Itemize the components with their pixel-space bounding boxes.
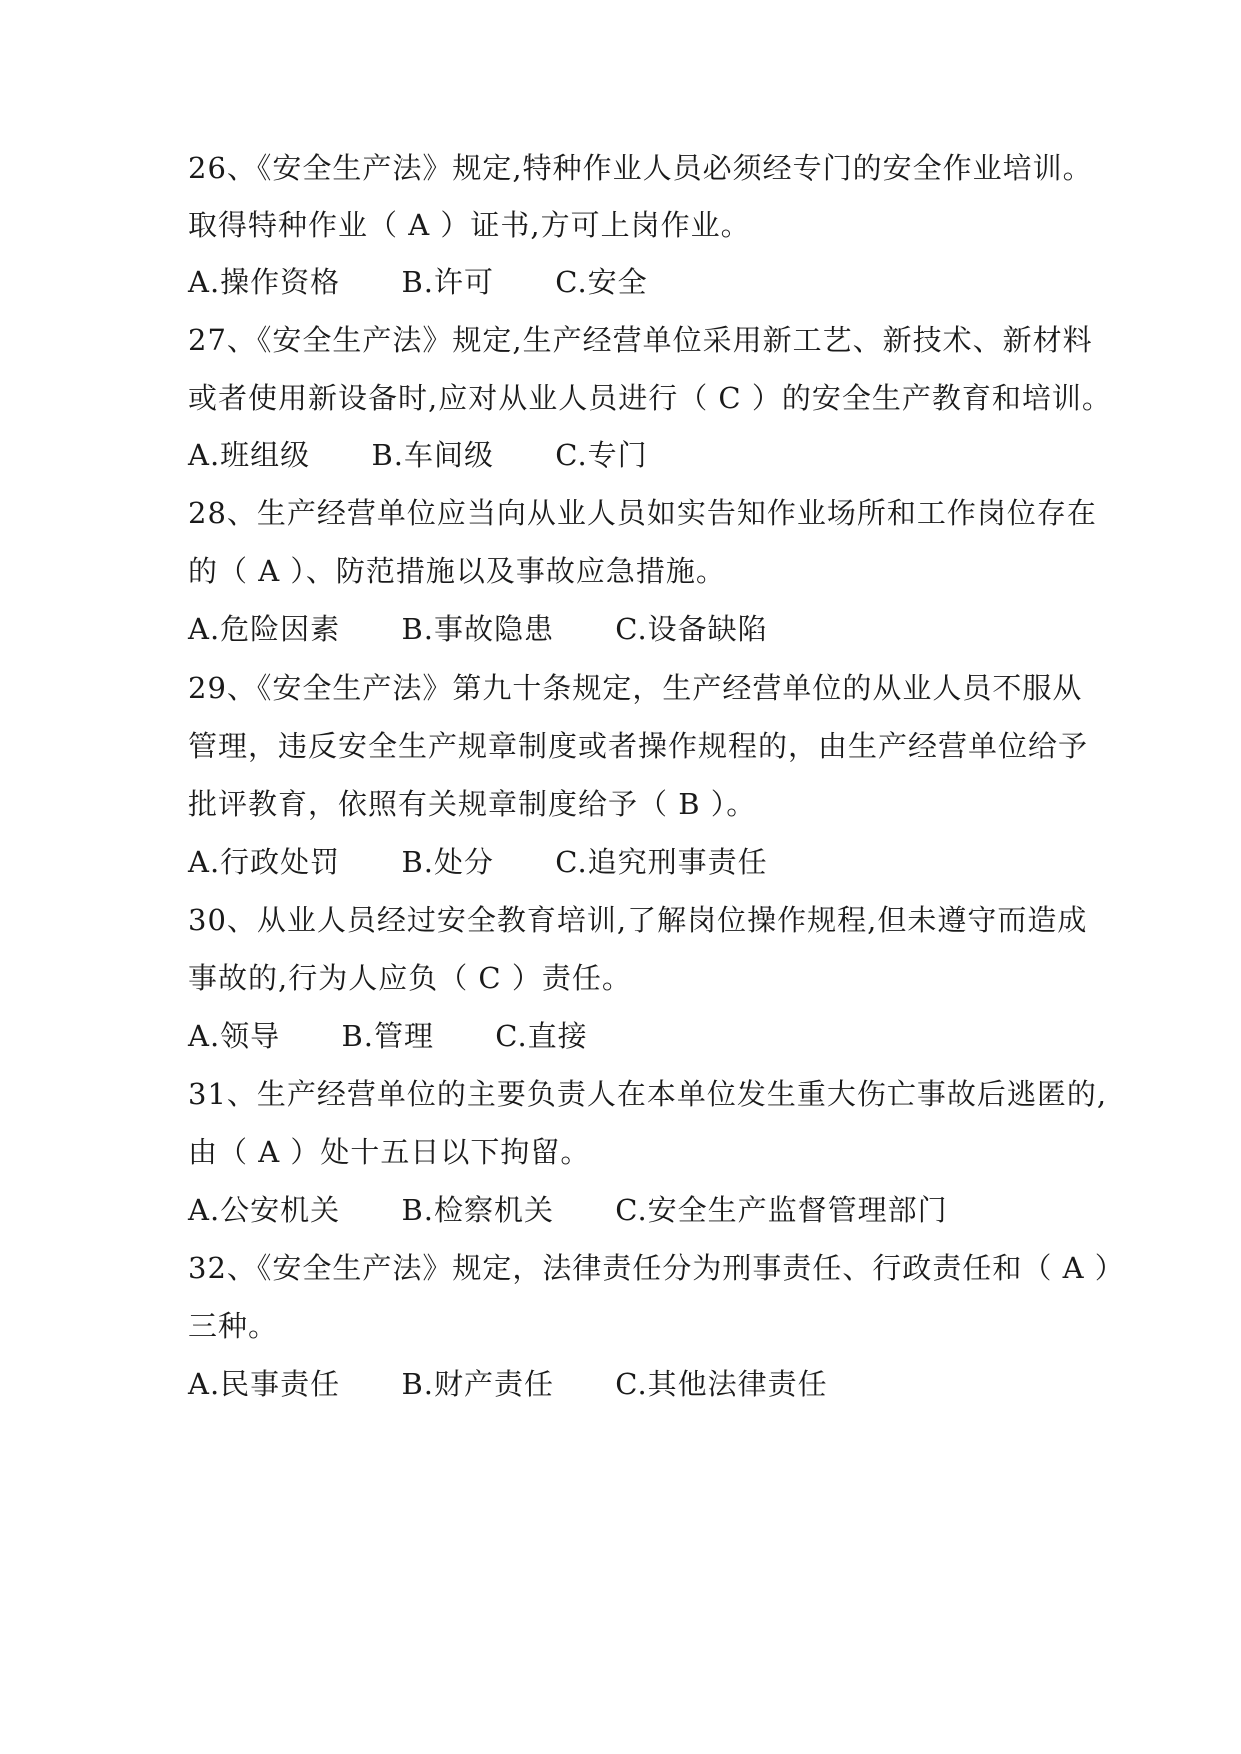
answer-options: A.危险因素 B.事故隐患 C.设备缺陷: [188, 612, 768, 646]
question-text-line: 由（ A ）处十五日以下拘留。: [188, 1135, 591, 1169]
question-text-line: 31、生产经营单位的主要负责人在本单位发生重大伤亡事故后逃匿的,: [188, 1077, 1108, 1111]
answer-options: A.行政处罚 B.处分 C.追究刑事责任: [188, 845, 768, 879]
question-text-line: 事故的,行为人应负（ C ）责任。: [188, 961, 632, 995]
question-text-line: 管理，违反安全生产规章制度或者操作规程的，由生产经营单位给予: [188, 729, 1089, 763]
question-text-line: 27、《安全生产法》规定,生产经营单位采用新工艺、新技术、新材料: [188, 323, 1093, 357]
question-text-line: 三种。: [188, 1309, 279, 1343]
question-text-line: 32、《安全生产法》规定，法律责任分为刑事责任、行政责任和（ A ）: [188, 1251, 1125, 1285]
answer-options: A.公安机关 B.检察机关 C.安全生产监督管理部门: [188, 1193, 948, 1227]
question-text-line: 或者使用新设备时,应对从业人员进行（ C ）的安全生产教育和培训。: [188, 381, 1112, 415]
answer-options: A.班组级 B.车间级 C.专门: [188, 438, 648, 472]
question-text-line: 29、《安全生产法》第九十条规定，生产经营单位的从业人员不服从: [188, 671, 1083, 705]
question-text-line: 28、生产经营单位应当向从业人员如实告知作业场所和工作岗位存在: [188, 496, 1097, 530]
answer-options: A.领导 B.管理 C.直接: [188, 1019, 588, 1053]
question-text-line: 26、《安全生产法》规定,特种作业人员必须经专门的安全作业培训。: [188, 151, 1093, 185]
answer-options: A.民事责任 B.财产责任 C.其他法律责任: [188, 1367, 828, 1401]
question-text-line: 取得特种作业（ A ）证书,方可上岗作业。: [188, 208, 751, 242]
question-text-line: 的（ A ）、防范措施以及事故应急措施。: [188, 554, 726, 588]
question-text-line: 30、从业人员经过安全教育培训,了解岗位操作规程,但未遵守而造成: [188, 903, 1088, 937]
answer-options: A.操作资格 B.许可 C.安全: [188, 265, 648, 299]
question-text-line: 批评教育，依照有关规章制度给予（ B ）。: [188, 787, 757, 821]
